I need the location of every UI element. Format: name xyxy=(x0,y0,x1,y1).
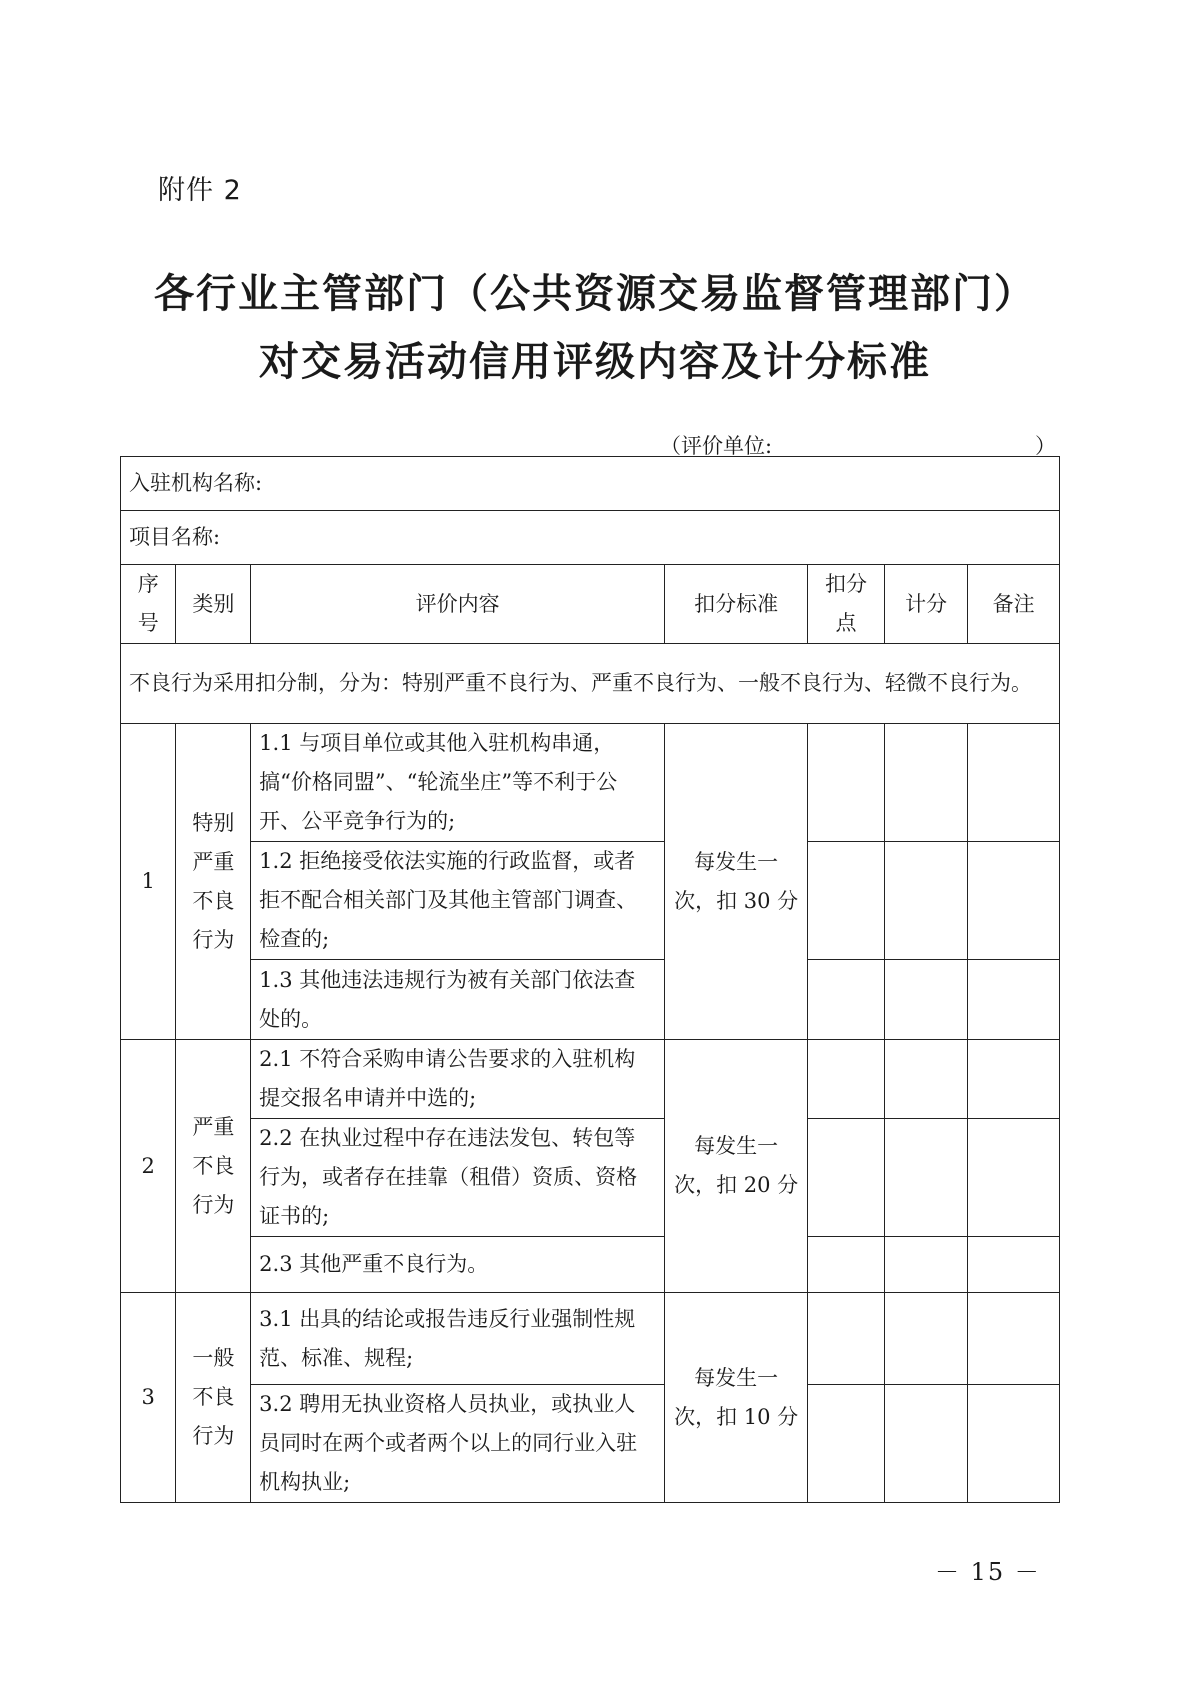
credit-rating-table xyxy=(120,456,1060,1503)
group-3-standard: 每发生一次，扣 10 分 xyxy=(665,1293,808,1503)
item-1-1-points xyxy=(808,724,885,842)
project-name-row: 项目名称: xyxy=(121,511,1060,565)
item-1-3: 1.3 其他违法违规行为被有关部门依法查处的。 xyxy=(251,960,665,1040)
header-seq: 序号 xyxy=(121,565,176,644)
header-score: 计分 xyxy=(884,565,967,644)
attachment-label: 附件 2 xyxy=(158,175,242,206)
group-3-seq: 3 xyxy=(121,1293,176,1503)
item-2-3-remark xyxy=(968,1237,1060,1293)
item-3-1-remark xyxy=(968,1293,1060,1385)
item-3-2: 3.2 聘用无执业资格人员执业，或执业人员同时在两个或者两个以上的同行业入驻机构执业; xyxy=(251,1385,665,1503)
item-2-2-score xyxy=(884,1119,967,1237)
header-remark: 备注 xyxy=(968,565,1060,644)
document-title-line-2: 对交易活动信用评级内容及计分标准 xyxy=(259,339,931,385)
item-1-2-score xyxy=(884,842,967,960)
group-3-category: 一般不良行为 xyxy=(176,1293,251,1503)
header-category: 类别 xyxy=(176,565,251,644)
item-1-3-points xyxy=(808,960,885,1040)
item-1-1: 1.1 与项目单位或其他入驻机构串通，搞“价格同盟”、“轮流坐庄”等不利于公开、公平竞争行为的; xyxy=(251,724,665,842)
item-3-2-points xyxy=(808,1385,885,1503)
item-2-2-remark xyxy=(968,1119,1060,1237)
header-content: 评价内容 xyxy=(251,565,665,644)
page-number: － 15 － xyxy=(935,1558,1041,1586)
header-points: 扣分点 xyxy=(808,565,885,644)
item-1-1-score xyxy=(884,724,967,842)
item-2-2-points xyxy=(808,1119,885,1237)
item-2-2: 2.2 在执业过程中存在违法发包、转包等行为，或者存在挂靠（租借）资质、资格证书的; xyxy=(251,1119,665,1237)
group-1-seq: 1 xyxy=(121,724,176,1040)
item-3-2-score xyxy=(884,1385,967,1503)
item-3-2-remark xyxy=(968,1385,1060,1503)
group-1-category: 特别严重不良行为 xyxy=(176,724,251,1040)
deduction-note: 不良行为采用扣分制，分为：特别严重不良行为、严重不良行为、一般不良行为、轻微不良行为。 xyxy=(121,644,1060,724)
item-1-3-remark xyxy=(968,960,1060,1040)
evaluator-close: ） xyxy=(1035,434,1056,458)
evaluator-label: （评价单位: xyxy=(660,434,773,458)
group-1-standard: 每发生一次，扣 30 分 xyxy=(665,724,808,1040)
item-2-1: 2.1 不符合采购申请公告要求的入驻机构提交报名申请并中选的; xyxy=(251,1040,665,1119)
agency-name-row: 入驻机构名称: xyxy=(121,457,1060,511)
item-1-2-points xyxy=(808,842,885,960)
item-1-2-remark xyxy=(968,842,1060,960)
item-2-3-points xyxy=(808,1237,885,1293)
item-3-1-score xyxy=(884,1293,967,1385)
item-2-1-remark xyxy=(968,1040,1060,1119)
group-2-standard: 每发生一次，扣 20 分 xyxy=(665,1040,808,1293)
item-2-1-points xyxy=(808,1040,885,1119)
item-2-3-score xyxy=(884,1237,967,1293)
item-3-1-points xyxy=(808,1293,885,1385)
group-2-seq: 2 xyxy=(121,1040,176,1293)
group-2-category: 严重不良行为 xyxy=(176,1040,251,1293)
item-3-1: 3.1 出具的结论或报告违反行业强制性规范、标准、规程; xyxy=(251,1293,665,1385)
item-1-2: 1.2 拒绝接受依法实施的行政监督，或者拒不配合相关部门及其他主管部门调查、检查的; xyxy=(251,842,665,960)
document-title-line-1: 各行业主管部门（公共资源交易监督管理部门） xyxy=(154,271,1036,317)
header-standard: 扣分标准 xyxy=(665,565,808,644)
item-2-1-score xyxy=(884,1040,967,1119)
item-1-1-remark xyxy=(968,724,1060,842)
item-1-3-score xyxy=(884,960,967,1040)
item-2-3: 2.3 其他严重不良行为。 xyxy=(251,1237,665,1293)
